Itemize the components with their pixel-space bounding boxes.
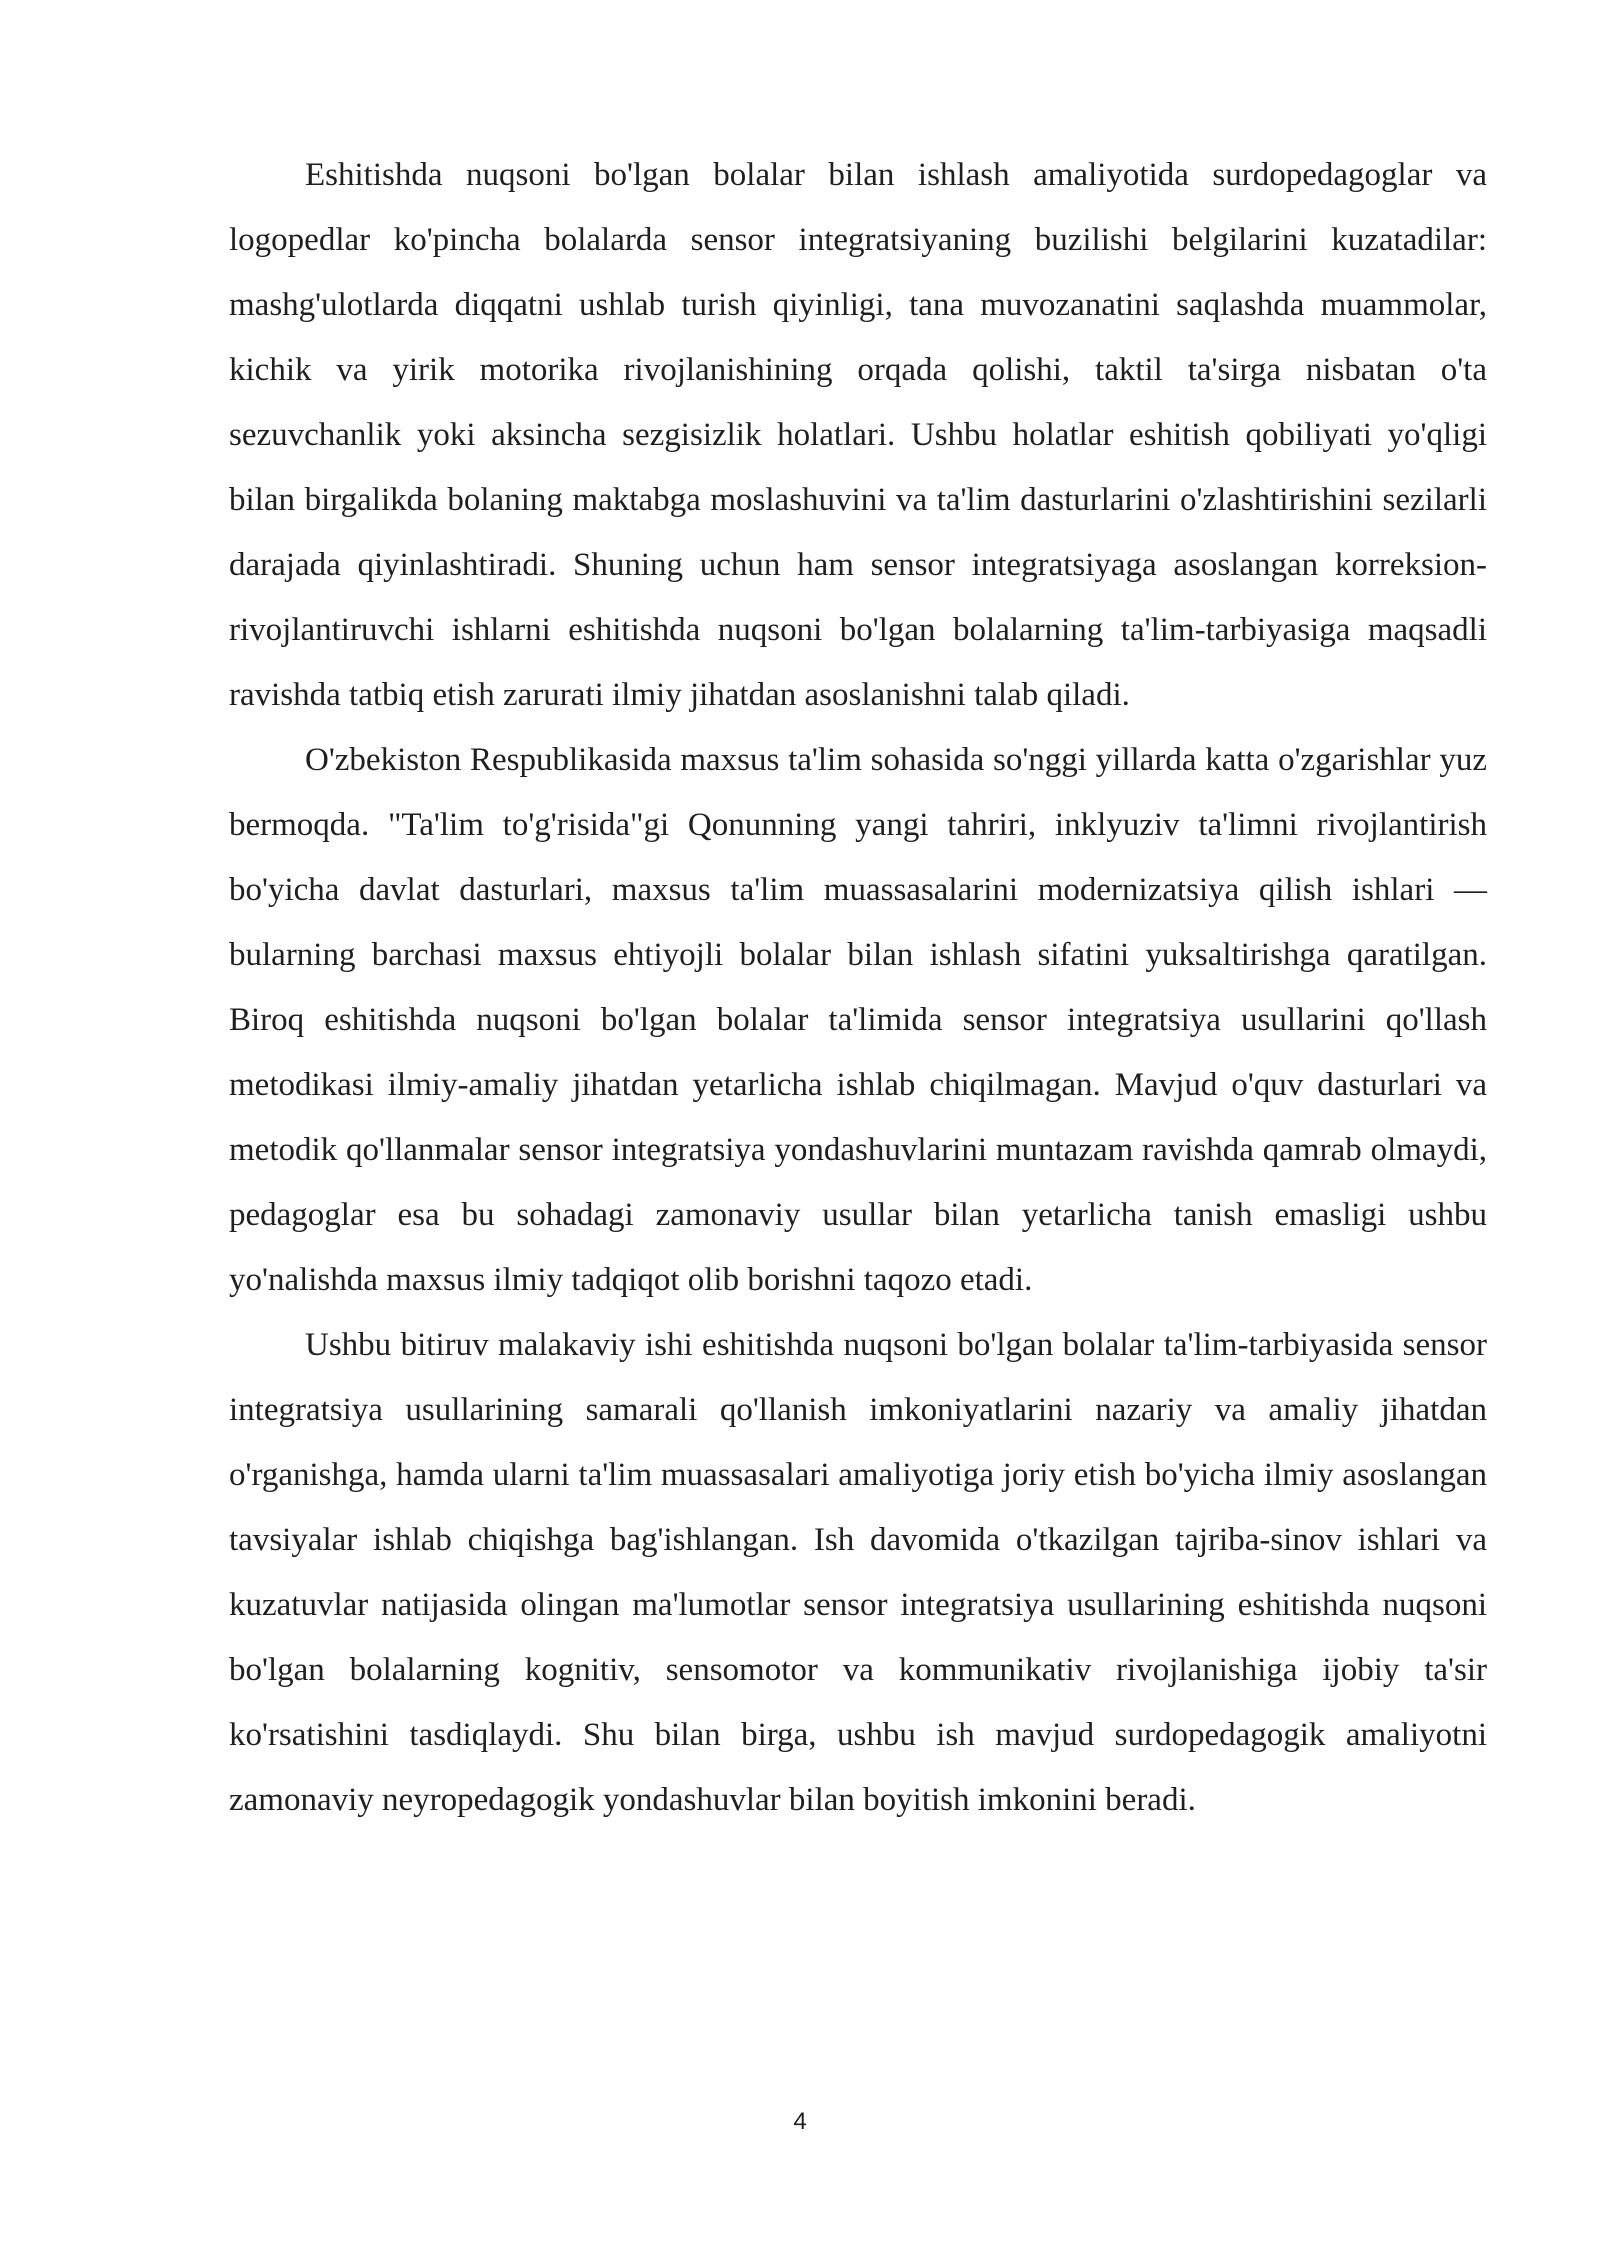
paragraph-1: Eshitishda nuqsoni bo'lgan bolalar bilan ishlash amaliyotida surdopedagoglar va logopedlar ko'pincha bolalarda sensor integratsiyaning buzilishi belgilarini kuzatadilar: mashg'ulotlarda diqqatni ushlab turish qiyinligi, tana muvozanatini saqlashda muammolar, kichik va yirik motorika rivojlanishining orqada qolishi, taktil ta'sirga nisbatan o'ta sezuvchanlik yoki aksincha sezgisizlik holatlari. Ushbu holatlar eshitish qobiliyati yo'qligi bilan birgalikda bolaning maktabga moslashuvini va ta'lim dasturlarini o'zlashtirishini sezilarli darajada qiyinlashtiradi. Shuning uchun ham sensor integratsiyaga asoslangan korreksion-rivojlantiruvchi ishlarni eshitishda nuqsoni bo'lgan bolalarning ta'lim-tarbiyasiga maqsadli ravishda tatbiq etish zarurati ilmiy jihatdan asoslanishni talab qiladi. [229, 157, 1487, 713]
document-body [229, 143, 1487, 1833]
page-number: 4 [793, 2108, 807, 2135]
paragraph-2: O'zbekiston Respublikasida maxsus ta'lim sohasida so'nggi yillarda katta o'zgarishlar yuz bermoqda. "Ta'lim to'g'risida"gi Qonunning yangi tahriri, inklyuziv ta'limni rivojlantirish bo'yicha davlat dasturlari, maxsus ta'lim muassasalarini modernizatsiya qilish ishlari — bularning barchasi maxsus ehtiyojli bolalar bilan ishlash sifatini yuksaltirishga qaratilgan. Biroq eshitishda nuqsoni bo'lgan bolalar ta'limida sensor integratsiya usullarini qo'llash metodikasi ilmiy-amaliy jihatdan yetarlicha ishlab chiqilmagan. Mavjud o'quv dasturlari va metodik qo'llanmalar sensor integratsiya yondashuvlarini muntazam ravishda qamrab olmaydi, pedagoglar esa bu sohadagi zamonaviy usullar bilan yetarlicha tanish emasligi ushbu yo'nalishda maxsus ilmiy tadqiqot olib borishni taqozo etadi. [229, 742, 1487, 1298]
paragraph-3: Ushbu bitiruv malakaviy ishi eshitishda nuqsoni bo'lgan bolalar ta'lim-tarbiyasida sensor integratsiya usullarining samarali qo'llanish imkoniyatlarini nazariy va amaliy jihatdan o'rganishga, hamda ularni ta'lim muassasalari amaliyotiga joriy etish bo'yicha ilmiy asoslangan tavsiyalar ishlab chiqishga bag'ishlangan. Ish davomida o'tkazilgan tajriba-sinov ishlari va kuzatuvlar natijasida olingan ma'lumotlar sensor integratsiya usullarining eshitishda nuqsoni bo'lgan bolalarning kognitiv, sensomotor va kommunikativ rivojlanishiga ijobiy ta'sir ko'rsatishini tasdiqlaydi. Shu bilan birga, ushbu ish mavjud surdopedagogik amaliyotni zamonaviy neyropedagogik yondashuvlar bilan boyitish imkonini beradi. [229, 1327, 1487, 1818]
